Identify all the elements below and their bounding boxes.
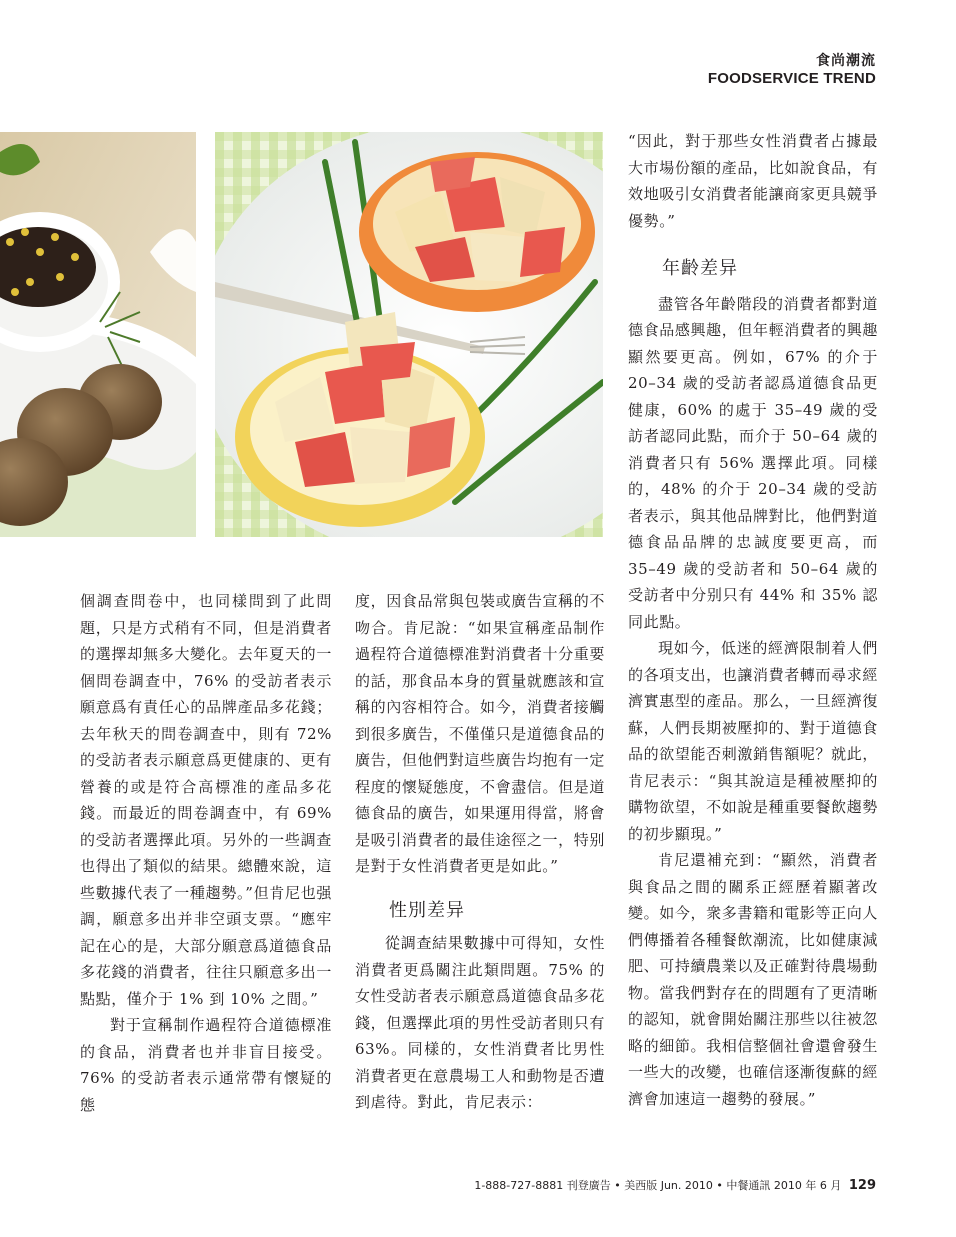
food-photo-grapefruit <box>215 132 603 537</box>
text-column-1 <box>80 588 332 1118</box>
paragraph: 現如今，低迷的經濟限制着人們的各項支出，也讓消費者轉而尋求經濟實惠型的產品。那么，一旦經濟復蘇，人們長期被壓抑的、對于道德食品的欲望能否刺激銷售額呢？就此，肯尼表示：“與其說這是種被壓抑的購物欲望，不如說是種重要餐飲趨勢的初步顯現。” <box>628 639 878 843</box>
text-column-2 <box>355 588 605 1116</box>
paragraph: 度，因食品常與包裝或廣告宣稱的不吻合。肯尼說：“如果宣稱產品制作過程符合道德標准對消費者十分重要的話，那食品本身的質量就應該和宣稱的內容相符合。如今，消費者接觸到很多廣告，不僅僅只是道德食品的廣告，但他們對這些廣告均抱有一定程度的懷疑態度，不會盡信。但是道德食品的廣告，如果運用得當，將會是吸引消費者的最佳途徑之一，特别是對于女性消費者更是如此。” <box>355 592 605 875</box>
paragraph: 從調查結果數據中可得知，女性消費者更爲關注此類問題。75% 的女性受訪者表示願意爲道德食品多花錢，但選擇此項的男性受訪者則只有 63%。同樣的，女性消費者比男性消費者更在意農場工人和動物是否遭到虐待。對此，肯尼表示： <box>355 934 605 1111</box>
page-footer <box>474 1177 876 1193</box>
page-number: 129 <box>848 1178 876 1193</box>
section-title-en: FOODSERVICE TREND <box>707 70 876 87</box>
text-column-3 <box>628 128 878 1112</box>
paragraph: “因此，對于那些女性消費者占據最大市場份額的產品，比如說食品，有效地吸引女消費者能讓商家更具競爭優勢。” <box>628 132 878 230</box>
paragraph: 盡管各年齡階段的消費者都對道德食品感興趣，但年輕消費者的興趣顯然要更高。例如，67% 的介于 20–34 歲的受訪者認爲道德食品更健康，60% 的處于 35–49 歲的受訪者認同此點，而介于 50–64 歲的消費者只有 56% 選擇此項。同樣的，48% 的介于 20–34 歲的受訪者表示，與其他品牌對比，他們對道德食品品牌的忠誠度要更高，而 35–49 歲的受訪者和 50–64 歲的受訪者中分别只有 44% 和 35% 認同此點。 <box>628 294 878 631</box>
footer-text: 1-888-727-8881 刊登廣告 • 美西版 Jun. 2010 • 中餐通訊 2010 年 6 月 <box>474 1179 842 1192</box>
paragraph: 肯尼還補充到：“顯然，消費者與食品之間的關系正經歷着顯著改變。如今，衆多書籍和電影等正向人們傳播着各種餐飲潮流，比如健康減肥、可持續農業以及正確對待農場動物。當我們對存在的問題有了更清晰的認知，就會開始關注那些以往被忽略的細節。我相信整個社會還會發生一些大的改變，也確信逐漸復蘇的經濟會加速這一趨勢的發展。” <box>628 851 878 1108</box>
paragraph: 個調查問卷中，也同樣問到了此問題，只是方式稍有不同，但是消費者的選擇却無多大變化。去年夏天的一個問卷調查中，76% 的受訪者表示願意爲有責任心的品牌產品多花錢；去年秋天的問卷調查中，則有 72% 的受訪者表示願意爲更健康的、更有營養的或是符合高標准的產品多花錢。而最近的問卷調查中，有 69% 的受訪者選擇此項。另外的一些調查也得出了類似的結果。總體來說，這些數據代表了一種趨勢。”但肯尼也强調，願意多出并非空頭支票。“應牢記在心的是，大部分願意爲道德食品多花錢的消費者，往往只願意多出一點點，僅介于 1% 到 10% 之間。” <box>80 592 332 1008</box>
page-header <box>708 52 876 88</box>
section-title-zh: 食尚潮流 <box>816 53 876 69</box>
section-heading-gender: 性別差异 <box>389 899 465 921</box>
paragraph: 對于宣稱制作過程符合道德標准的食品，消費者也并非盲目接受。76% 的受訪者表示通常帶有懷疑的態 <box>80 1016 332 1114</box>
section-heading-age: 年齡差异 <box>662 258 738 279</box>
food-photo-bowl <box>0 132 196 537</box>
